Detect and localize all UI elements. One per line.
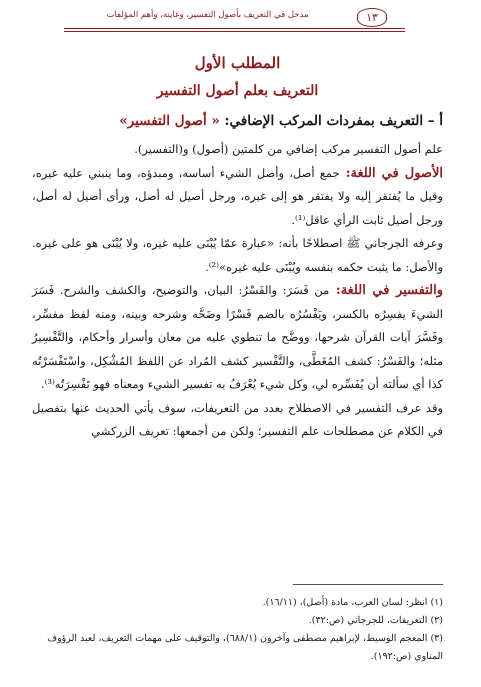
footnote-divider [293,584,443,585]
subsection-prefix: أ – التعريف بمفردات المركب الإضافي: [219,113,443,129]
paragraph-text: وعرفه الجرجاني ﷺ اصطلاحًا بأنه: «عبارة عمّا يُبْنَى عليه غيره، ولا يُبْنَى هو على غيره. والأصل: ما يثبت حكمه بنفسه ويُبْنَى عليه غيره»⁽²⁾. [32,236,443,274]
header-divider [64,28,405,29]
page-number: ١٣ [357,8,387,27]
section-title: التعريف بعلم أصول التفسير [156,83,319,99]
subsection-heading [32,110,443,132]
paragraph [32,162,443,233]
footnote: (٢) التعريفات، للجرجاني (ص:٣٢). [308,615,443,626]
paragraph-text: من فَسَرَ: والفَسْرُ: البيان، والتوضيح، والكشف والشرح. فَسَرَ الشيءَ يفسِرُه بالكسر، ويَفْسُرُه بالضم فَسْرًا وضَحَّه وشرحه وبينه، ومنه لفظ مفسِّر، وفَسَّرَ آيات القرآن شرحها، ووضَّح ما تنطوي عليه من معان وأسرار وأحكام، والتَّفْسِيرُ مثله؛ والفَسْرُ: كشف المُغَطَّى، والتَّفْسير كشف المُراد عن اللفظ المُشْكِل، واسْتَفْسَرْتُه كذا أي سألته أن يُفَسِّره لي، وكل شيء يُعْرَفُ به تفسير الشيء ومعناه فهو تَفْسِرَتُه⁽³⁾. [32,283,443,391]
paragraph [32,138,443,162]
subsection-term: « أصول التفسير» [119,113,220,129]
paragraph-text: وقد عرف التفسير في الاصطلاح بعدد من التعريفات، سوف يأتي الحديث عنها بتفصيل في الكلام عن مصطلحات علم التفسير؛ ولكن من أجمعها: تعريف الزركشي [32,400,443,438]
paragraph [32,232,443,279]
paragraph-lead: الأصول في اللغة: [339,165,443,181]
paragraph-lead: والتفسير في اللغة: [329,283,444,298]
footnote: (١) انظر: لسان العرب، مادة (أصل)، (١٦/١١). [262,597,443,608]
paragraph [32,397,443,444]
footnote: (٣) المعجم الوسيط، لإبراهيم مصطفى وآخرون (٦٨٨/١)، والتوقيف على مهمات التعريف، لعبد الرؤوف المناوي (ص:١٩٢). [47,633,443,662]
paragraph [32,279,443,397]
paragraph-text: جمع أصل، وأصل الشيء أساسه، ومبدؤه، وما ينبني عليه غيره، وقيل ما يُفتقر إليه ولا يفتقر هو إلى غيره، ورجل أصيل له أصل، ورأى أصيل له أصل، ورجل أصيل ثابت الرأي عاقل⁽¹⁾. [32,165,443,227]
running-title: مدخل في التعريف بأصول التفسير، وغايته، وأهم المؤلفات [106,10,309,20]
page-header [32,0,443,38]
paragraph-text: علم أصول التفسير مركب إضافي من كلمتين (أصول) و(التفسير). [134,142,443,156]
chapter-title: المطلب الأول [194,54,281,72]
footnotes [32,594,443,666]
